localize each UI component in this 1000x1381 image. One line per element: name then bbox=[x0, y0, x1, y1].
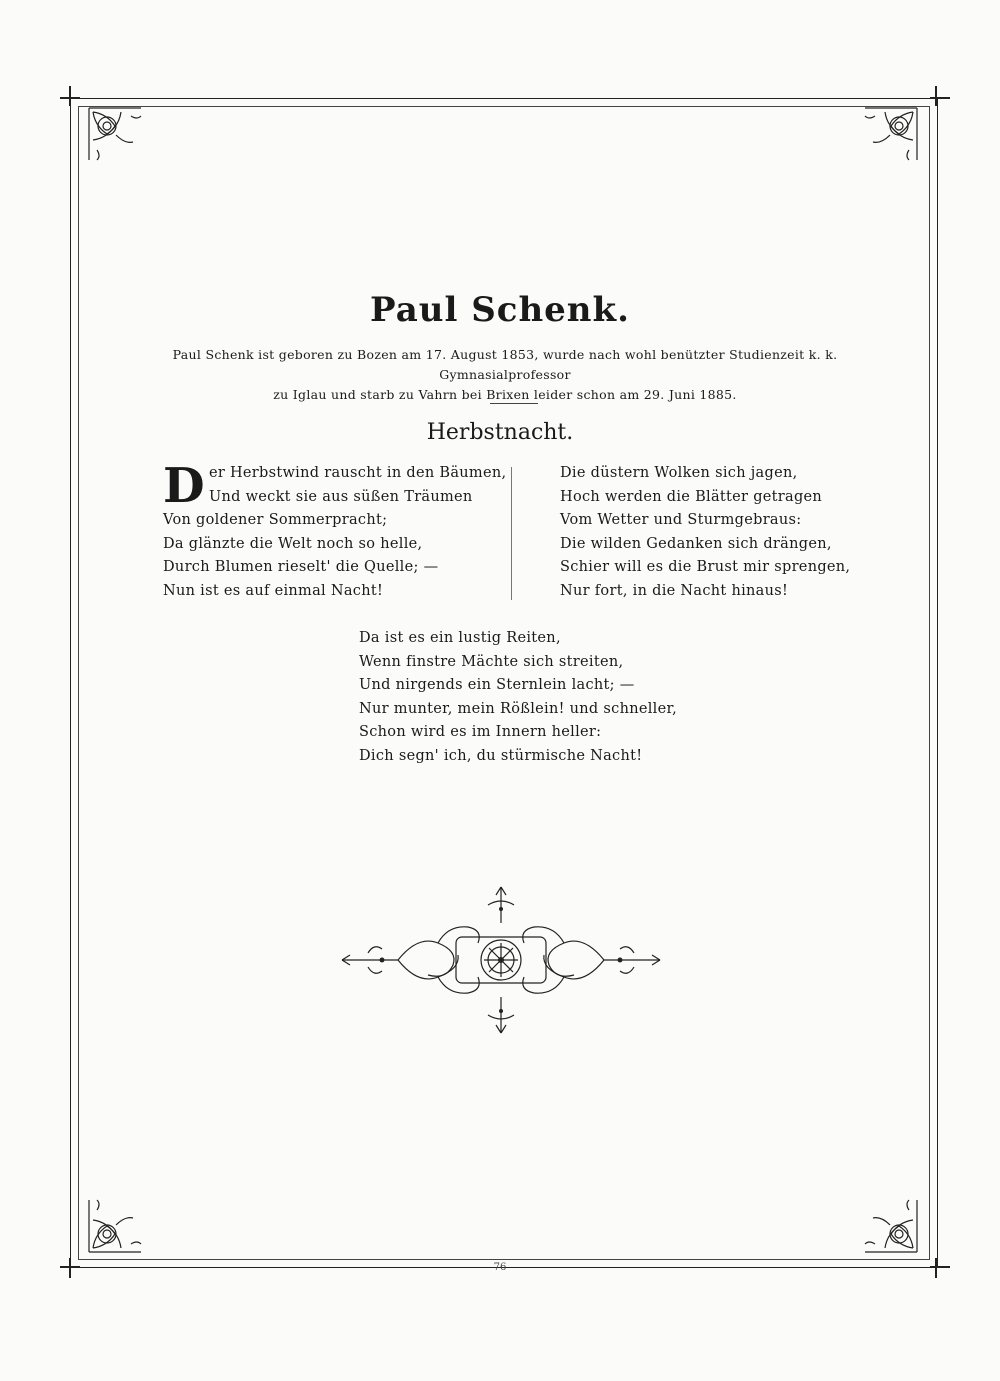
poem-line: Die wilden Gedanken sich drängen, bbox=[560, 535, 832, 552]
column-divider bbox=[511, 467, 512, 600]
author-bio bbox=[140, 345, 870, 405]
author-title: Paul Schenk. bbox=[370, 290, 630, 330]
poem-line: Durch Blumen rieselt' die Quelle; — bbox=[163, 559, 439, 576]
corner-ornament-icon bbox=[85, 104, 145, 164]
poem-line: Schier will es die Brust mir sprengen, bbox=[560, 559, 851, 576]
poem-line: Und weckt sie aus süßen Träumen bbox=[208, 488, 473, 505]
poem-line: Nun ist es auf einmal Nacht! bbox=[163, 582, 384, 599]
poem-line: Nur fort, in die Nacht hinaus! bbox=[560, 582, 789, 599]
corner-ornament-icon bbox=[861, 1196, 921, 1256]
center-floral-ornament-icon bbox=[338, 885, 664, 1035]
poem-line: er Herbstwind rauscht in den Bäumen, bbox=[208, 465, 507, 481]
corner-ornament-icon bbox=[85, 1196, 145, 1256]
bio-line: Paul Schenk ist geboren zu Bozen am 17. August 1853, wurde nach wohl benützter Studienzeit k. k. Gymnasialprofessor bbox=[172, 347, 838, 382]
poem-line: Von goldener Sommerpracht; bbox=[163, 512, 388, 529]
poem-line: Die düstern Wolken sich jagen, bbox=[560, 465, 798, 481]
corner-tick bbox=[935, 86, 937, 106]
bio-line: zu Iglau und starb zu Vahrn bei Brixen leider schon am 29. Juni 1885. bbox=[273, 387, 737, 402]
corner-tick bbox=[930, 97, 950, 99]
poem-line: Hoch werden die Blätter getragen bbox=[560, 488, 823, 505]
stanza-bottom bbox=[359, 627, 679, 769]
poem-line: Vom Wetter und Sturmgebraus: bbox=[560, 512, 802, 529]
poem-line: Da ist es ein lustig Reiten, bbox=[359, 630, 561, 646]
drop-cap: D bbox=[163, 458, 205, 514]
corner-tick bbox=[69, 86, 71, 106]
poem-line: Wenn finstre Mächte sich streiten, bbox=[359, 653, 624, 670]
poem-line: Schon wird es im Innern heller: bbox=[359, 724, 602, 741]
stanza-right bbox=[560, 462, 880, 604]
page-number: 76 bbox=[493, 1262, 507, 1273]
poem-title: Herbstnacht. bbox=[426, 420, 574, 445]
poem-line: Und nirgends ein Sternlein lacht; — bbox=[359, 677, 635, 694]
poem-line: Da glänzte die Welt noch so helle, bbox=[163, 535, 423, 552]
short-rule bbox=[490, 403, 538, 404]
poem-line: Dich segn' ich, du stürmische Nacht! bbox=[359, 747, 643, 764]
stanza-left bbox=[163, 458, 507, 604]
poem-line: Nur munter, mein Rößlein! und schneller, bbox=[359, 700, 678, 717]
corner-ornament-icon bbox=[861, 104, 921, 164]
